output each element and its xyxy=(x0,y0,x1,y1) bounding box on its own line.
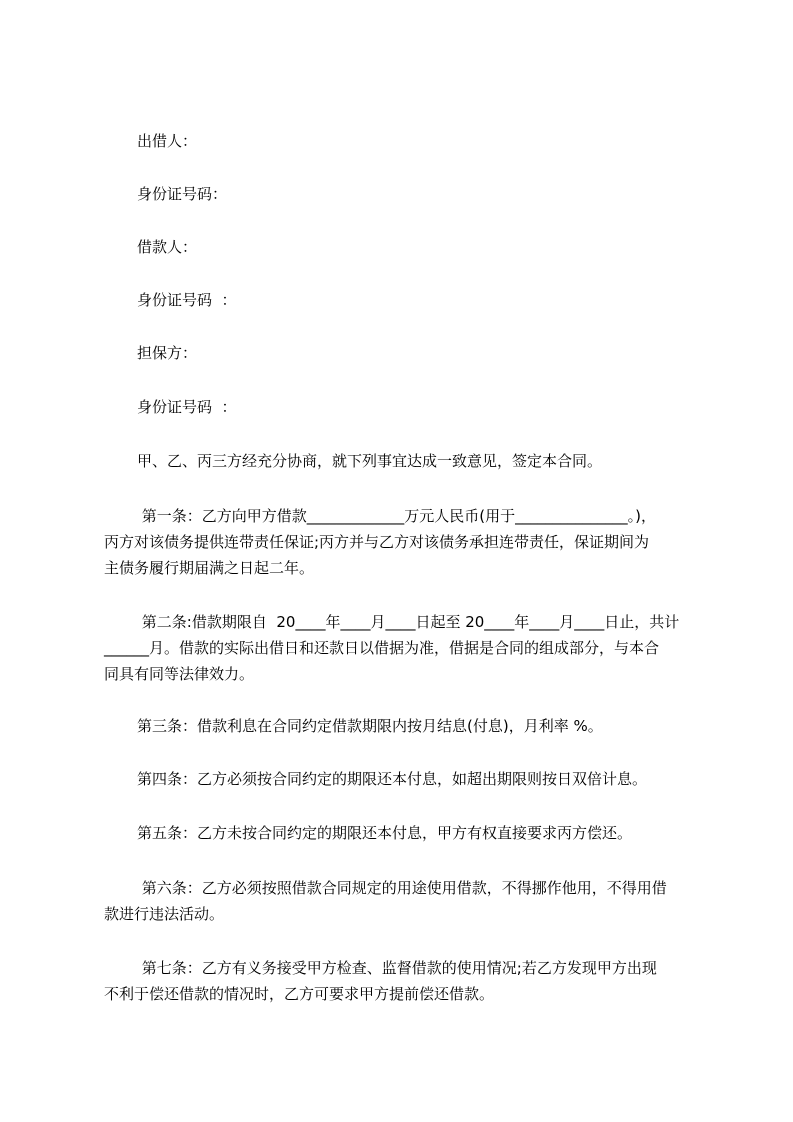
article-1-line-3: 主债务履行期届满之日起二年。 xyxy=(104,559,315,577)
lender-label: 出借人： xyxy=(137,132,198,150)
article-1-line-1: 第一条：乙方向甲方借款_____________万元人民币(用于_______________。)， xyxy=(137,507,656,525)
article-4: 第四条：乙方必须按合同约定的期限还本付息，如超出期限则按日双倍计息。 xyxy=(137,770,648,788)
lender-id-label: 身份证号码： xyxy=(137,185,228,203)
article-6 xyxy=(104,875,704,927)
article-3: 第三条：借款利息在合同约定借款期限内按月结息(付息)，月利率 %。 xyxy=(137,717,603,735)
article-1-line-2: 丙方对该债务提供连带责任保证;丙方并与乙方对该债务承担连带责任，保证期间为 xyxy=(104,533,650,551)
article-2 xyxy=(104,609,704,687)
borrower-label: 借款人： xyxy=(137,238,198,256)
borrower-id-label: 身份证号码 ： xyxy=(137,291,237,309)
article-6-line-2: 款进行违法活动。 xyxy=(104,905,225,923)
guarantor-label: 担保方： xyxy=(137,344,198,362)
article-7 xyxy=(104,955,704,1007)
article-1 xyxy=(104,503,704,581)
article-2-line-3: 同具有同等法律效力。 xyxy=(104,665,255,683)
article-7-line-1: 第七条：乙方有义务接受甲方检查、监督借款的使用情况;若乙方发现甲方出现 xyxy=(137,959,657,977)
article-6-line-1: 第六条：乙方必须按照借款合同规定的用途使用借款，不得挪作他用，不得用借 xyxy=(137,879,667,897)
article-2-line-2: ______月。借款的实际出借日和还款日以借据为准，借据是合同的组成部分，与本合 xyxy=(104,639,660,657)
article-7-line-2: 不利于偿还借款的情况时，乙方可要求甲方提前偿还借款。 xyxy=(104,985,495,1003)
intro-paragraph: 甲、乙、丙三方经充分协商，就下列事宜达成一致意见，签定本合同。 xyxy=(137,452,603,470)
article-5: 第五条：乙方未按合同约定的期限还本付息，甲方有权直接要求丙方偿还。 xyxy=(137,824,633,842)
guarantor-id-label: 身份证号码 ： xyxy=(137,398,237,416)
article-2-line-1: 第二条:借款期限自 20____年____月____日起至 20____年____月____日止，共计 xyxy=(137,613,680,631)
